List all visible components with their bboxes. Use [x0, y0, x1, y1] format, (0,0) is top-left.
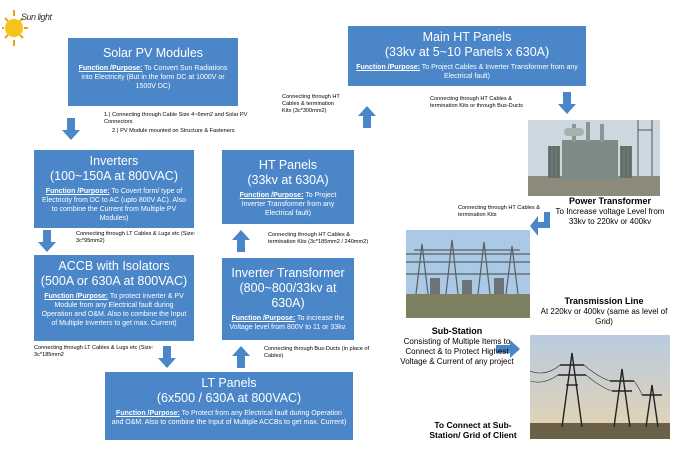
note-pv-cables: 1.) Connecting through Cable Size 4~6mm2 and Solar PV Connectors [104, 112, 248, 125]
accb-desc: Function /Purpose: To protect inverter & PV Module from any Electrical fault during Operation and O&M. Also to combine the Input of Multiple Inverters to get max. Current) [41, 293, 187, 327]
inverters-title: Inverters [89, 154, 139, 168]
arrow-ht-to-mainht [358, 106, 376, 128]
arrow-lt-to-invtr [232, 346, 250, 368]
note-invtr-ht: Connecting through HT Cables & termination Kits (3c*185mm2 / 240mm2) [268, 232, 369, 245]
inverters-rating: (100~150A at 800VAC) [50, 169, 178, 183]
main-ht-panels-title: Main HT Panels [422, 30, 512, 44]
power-transformer-desc: To Increase voltage Level from 33kv to 220kv or 400kv [555, 207, 665, 226]
main-ht-panels-box [348, 26, 586, 86]
note-accb-lt: Connecting through LT Cables & Lugs etc (Size: 3c*185mm2 [34, 345, 154, 358]
ht-panels-rating: (33kv at 630A) [247, 173, 329, 187]
solar-pv-modules-box [68, 38, 238, 106]
arrow-inverters-to-accb [38, 230, 56, 252]
logo-text: Sun light [21, 12, 52, 22]
power-transformer-label [548, 196, 672, 227]
substation-photo [406, 230, 530, 318]
note-pv-mounting: 2.) PV Module mounted on Structure & Fasteners [112, 128, 235, 134]
inverters-box [34, 150, 194, 228]
inverter-transformer-desc: Function /Purpose: To increase the Voltage level from 800V to 11 or 33kv. [229, 315, 347, 331]
inverter-transformer-title: Inverter Transformer [231, 266, 345, 280]
accb-title: ACCB with Isolators [58, 259, 170, 273]
main-ht-panels-rating: (33kv at 5~10 Panels x 630A) [384, 45, 550, 59]
substation-desc: Consisting of Multiple Items to Connect & to Protect Highest Voltage & Current of any project [400, 337, 514, 366]
lt-panels-desc: Function /Purpose: To Protect from any Electrical fault during Operation and O&M. Also to combine the Input of Multiple ACCBs to get max. Current) [111, 410, 347, 426]
transmission-line-desc: At 220kv or 400kv (same as level of Grid) [540, 307, 668, 326]
note-ht-mainht: Connecting through HT Cables & termination Kits (3c*300mm2) [282, 94, 340, 114]
lt-panels-title: LT Panels [201, 376, 257, 390]
arrow-solar-to-inverters [62, 118, 80, 140]
substation-label [392, 326, 522, 367]
solar-pv-title: Solar PV Modules [102, 46, 204, 60]
power-transformer-photo [528, 120, 660, 196]
substation-title: Sub-Station [431, 326, 483, 336]
power-transformer-title: Power Transformer [568, 196, 652, 206]
inverter-transformer-rating: (800~800/33kv at 630A) [239, 281, 337, 310]
note-inv-accb: Connecting through LT Cables & Lugs etc (Size: 3c*95mm2) [76, 231, 196, 244]
transmission-line-label [540, 296, 668, 327]
client-grid-label: To Connect at Sub-Station/ Grid of Client [429, 420, 517, 440]
solar-pv-desc: Function /Purpose: To Convert Sun Radiations into Electricity (But in the form DC at 1000V or 1500V DC) [78, 65, 228, 90]
ht-panels-box [222, 150, 354, 224]
accb-rating: (500A or 630A at 800VAC) [40, 274, 188, 288]
ht-panels-title: HT Panels [258, 158, 318, 172]
note-pt-ss: Connecting through HT Cables & termination Kits [458, 205, 540, 218]
note-mainht-pt: Connecting through HT Cables & termination Kits or through Bus-Ducts [430, 96, 523, 109]
lt-panels-rating: (6x500 / 630A at 800VAC) [156, 391, 302, 405]
transmission-line-photo [530, 335, 670, 439]
arrow-invtr-to-ht [232, 230, 250, 252]
inverters-desc: Function /Purpose: To Covert form/ type of Electricity from DC to AC (upto 800V AC). Also to combine the Current from Multiple PV Modules) [42, 188, 186, 222]
transmission-line-title: Transmission Line [564, 296, 644, 306]
accb-box [34, 255, 194, 341]
arrow-mainht-to-pt [558, 92, 576, 114]
sunlight-logo [2, 4, 64, 44]
note-lt-invtr: Connecting through Bus-Ducts (in place of Cables) [264, 346, 370, 359]
main-ht-panels-desc: Function /Purpose: To Project Cables & Inverter Transformer from any Electrical fault) [356, 64, 578, 80]
lt-panels-box [105, 372, 353, 440]
ht-panels-desc: Function /Purpose: To Project Inverter Transformer from any Electrical fault) [239, 192, 337, 217]
arrow-accb-to-lt [158, 346, 176, 368]
inverter-transformer-box [222, 258, 354, 340]
